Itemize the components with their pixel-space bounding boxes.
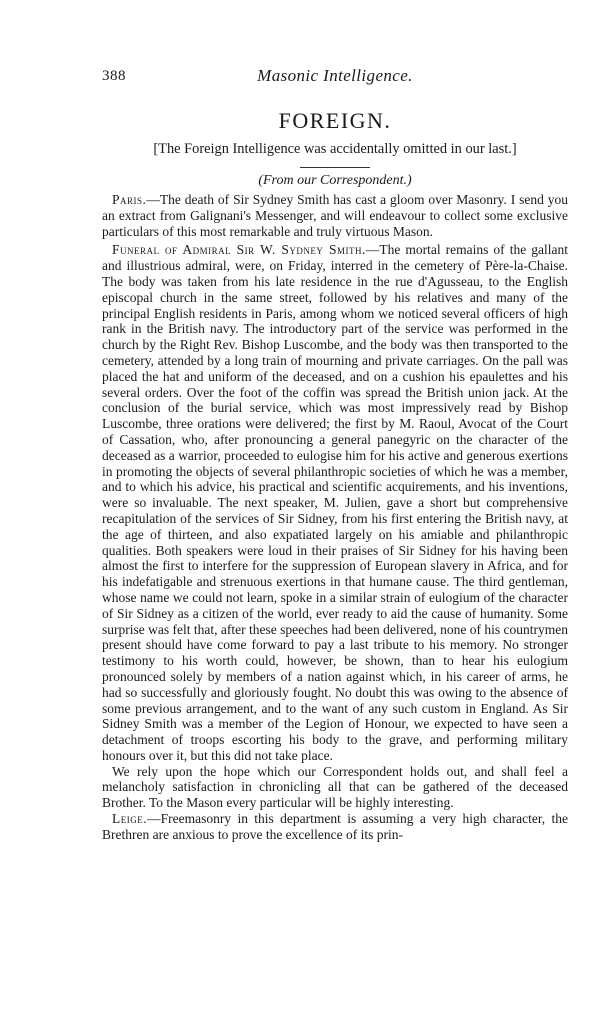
paragraph-lead: Paris. [112, 192, 147, 207]
page [102, 66, 568, 843]
paragraph-body: —The mortal remains of the gallant and illustrious admiral, were, on Friday, interred in the cemetery of Père-la-Chaise. The body was taken from his late residence in the rue d'Agusseau, to the English episcopal church in the same street, followed by his relatives and many of the principal English residents in Paris, among whom we noticed several officers of high rank in the British navy. The introductory part of the service was performed in the church by the Right Rev. Bishop Luscombe, and the body was then transported to the cemetery, attended by a long train of mourning and private carriages. On the pall was placed the hat and uniform of the deceased, and on a cushion his epaulettes and his several orders. Over the foot of the coffin was spread the British union jack. At the conclusion of the burial service, which was most impressively read by Bishop Luscombe, three orations were delivered; the first by M. Raoul, Avocat of the Court of Cassation, who, after pronouncing a general panegyric on the character of the deceased as a warrior, proceeded to eulogise him for his active and generous exertions in promoting the objects of several philanthropic societies of which he was a member, and to which his advice, his practical and scientific acquirements, and his inventions, were so invaluable. The next speaker, M. Julien, gave a short but comprehensive recapitulation of the services of Sir Sidney, from his first entering the British navy, at the age of thirteen, and also expatiated largely on his amiable and philanthropic qualities. Both speakers were loud in their praises of Sir Sidney for his having been almost the first to interfere for the suppression of European slavery in Africa, and for his indefatigable and strenuous exertions in that humane cause. The third gentleman, whose name we could not learn, spoke in a similar strain of eulogium of the character of Sir Sidney as a citizen of the world, ever ready to aid the cause of humanity. Some surprise was felt that, after these speeches had been delivered, none of his countrymen present should have come forward to pay a last tribute to his memory. No stronger testimony to his worth could, however, be shown, than to hear his eulogium pronounced solely by members of a nation against which, in his career of arms, he had so successfully and gloriously fought. No doubt this was owing to the absence of some previous arrangement, and to the want of any such custom in England. As Sir Sidney Smith was a member of the Legion of Honour, we expected to have seen a detachment of troops escorting his body to the grave, and performing military honours over it, but this did not take place. [102, 242, 568, 763]
divider-rule [300, 167, 370, 168]
editor-note: [The Foreign Intelligence was accidentally omitted in our last.] [153, 141, 517, 157]
byline: (From our Correspondent.) [258, 173, 412, 188]
running-head: Masonic Intelligence. [257, 66, 413, 85]
page-number: 388 [102, 68, 126, 84]
paragraph-lead: Leige. [112, 811, 148, 827]
paragraph-leige [102, 811, 568, 843]
paragraph-editorial [102, 764, 568, 811]
paragraph-body: We rely upon the hope which our Correspondent holds out, and shall feel a melancholy satisfaction in chronicling all that can be gathered of the deceased Brother. To the Mason every particular will be highly interesting. [102, 763, 568, 811]
paragraph-funeral [102, 242, 568, 763]
paragraph-body: —Freemasonry in this department is assuming a very high character, the Brethren are anxious to prove the excellence of its prin- [102, 811, 568, 842]
section-title: FOREIGN. [278, 108, 392, 133]
paragraph-body: —The death of Sir Sydney Smith has cast a gloom over Masonry. I send you an extract from Galignani's Messenger, and will endeavour to collect some exclusive particulars of this most remarkable and truly virtuous Mason. [102, 192, 568, 239]
paragraph-lead: Funeral of Admiral Sir W. Sydney Smith. [112, 242, 366, 258]
page-header [102, 66, 568, 96]
paragraph-paris [102, 192, 568, 239]
